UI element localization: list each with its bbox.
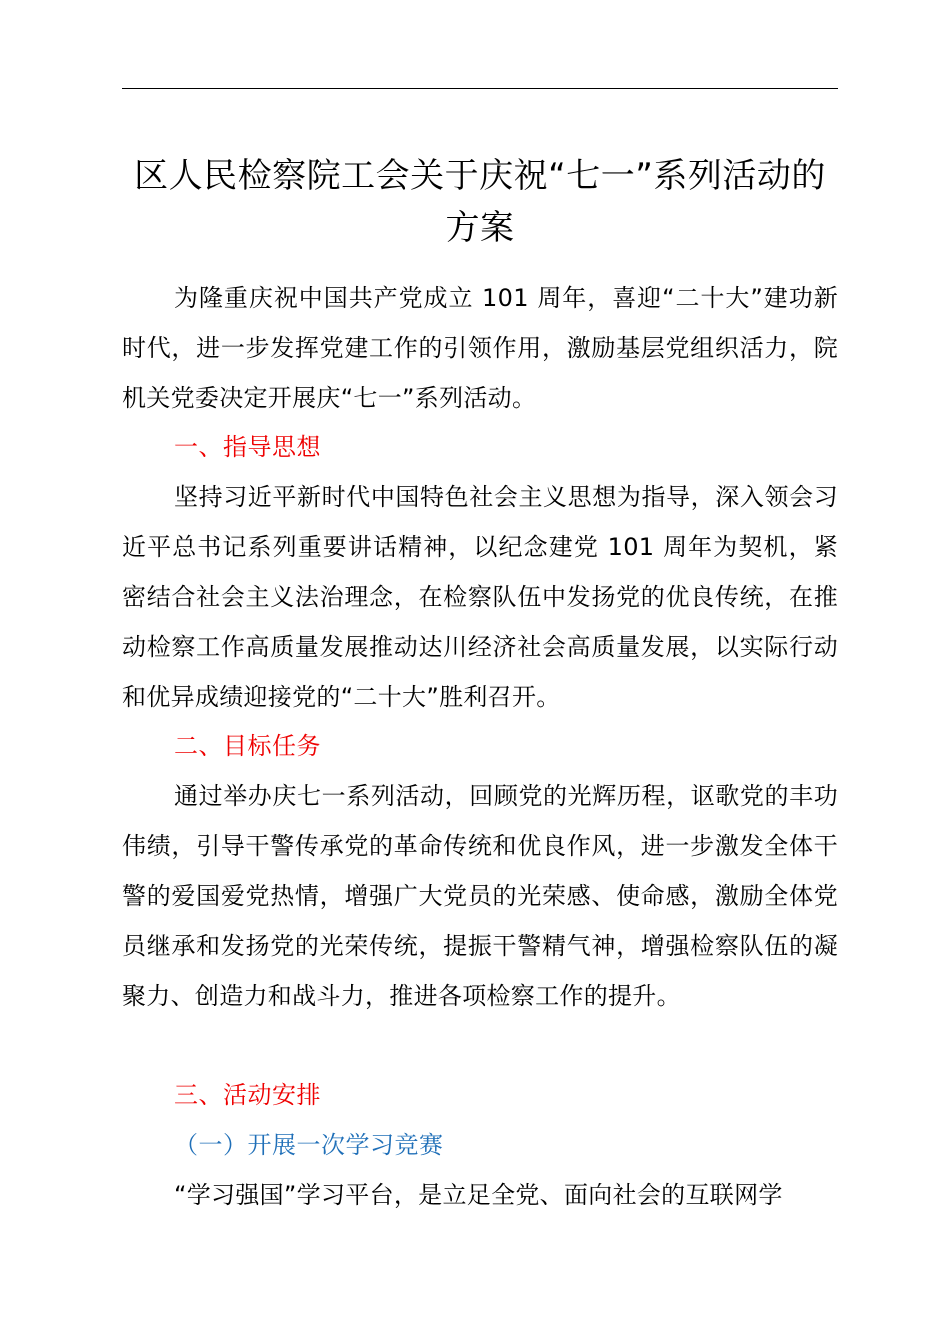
subsection-body-learning-contest: “学习强国”学习平台，是立足全党、面向社会的互联网学 <box>174 1181 783 1209</box>
document-title <box>110 150 850 254</box>
intro-paragraph: 为隆重庆祝中国共产党成立 101 周年，喜迎“二十大”建功新时代，进一步发挥党建工作的引领作用，激励基层党组织活力，院机关党委决定开展庆“七一”系列活动。 <box>122 284 838 412</box>
header-rule <box>122 88 838 89</box>
title-line-1: 区人民检察院工会关于庆祝“七一”系列活动的 <box>134 156 826 196</box>
section-heading-activities: 三、活动安排 <box>174 1081 321 1109</box>
section-heading-goals: 二、目标任务 <box>174 732 321 760</box>
title-line-2: 方案 <box>445 208 515 248</box>
section-heading-guiding-ideology: 一、指导思想 <box>174 433 321 461</box>
subsection-heading-learning-contest: （一）开展一次学习竞赛 <box>174 1131 444 1159</box>
section-body-goals: 通过举办庆七一系列活动，回顾党的光辉历程，讴歌党的丰功伟绩，引导干警传承党的革命传统和优良作风，进一步激发全体干警的爱国爱党热情，增强广大党员的光荣感、使命感，激励全体党员继承和发扬党的光荣传统，提振干警精气神，增强检察队伍的凝聚力、创造力和战斗力，推进各项检察工作的提升。 <box>122 782 838 1010</box>
section-body-guiding-ideology: 坚持习近平新时代中国特色社会主义思想为指导，深入领会习近平总书记系列重要讲话精神，以纪念建党 101 周年为契机，紧密结合社会主义法治理念，在检察队伍中发扬党的优良传统，在推动检察工作高质量发展推动达川经济社会高质量发展，以实际行动和优异成绩迎接党的“二十大”胜利召开。 <box>122 483 838 711</box>
